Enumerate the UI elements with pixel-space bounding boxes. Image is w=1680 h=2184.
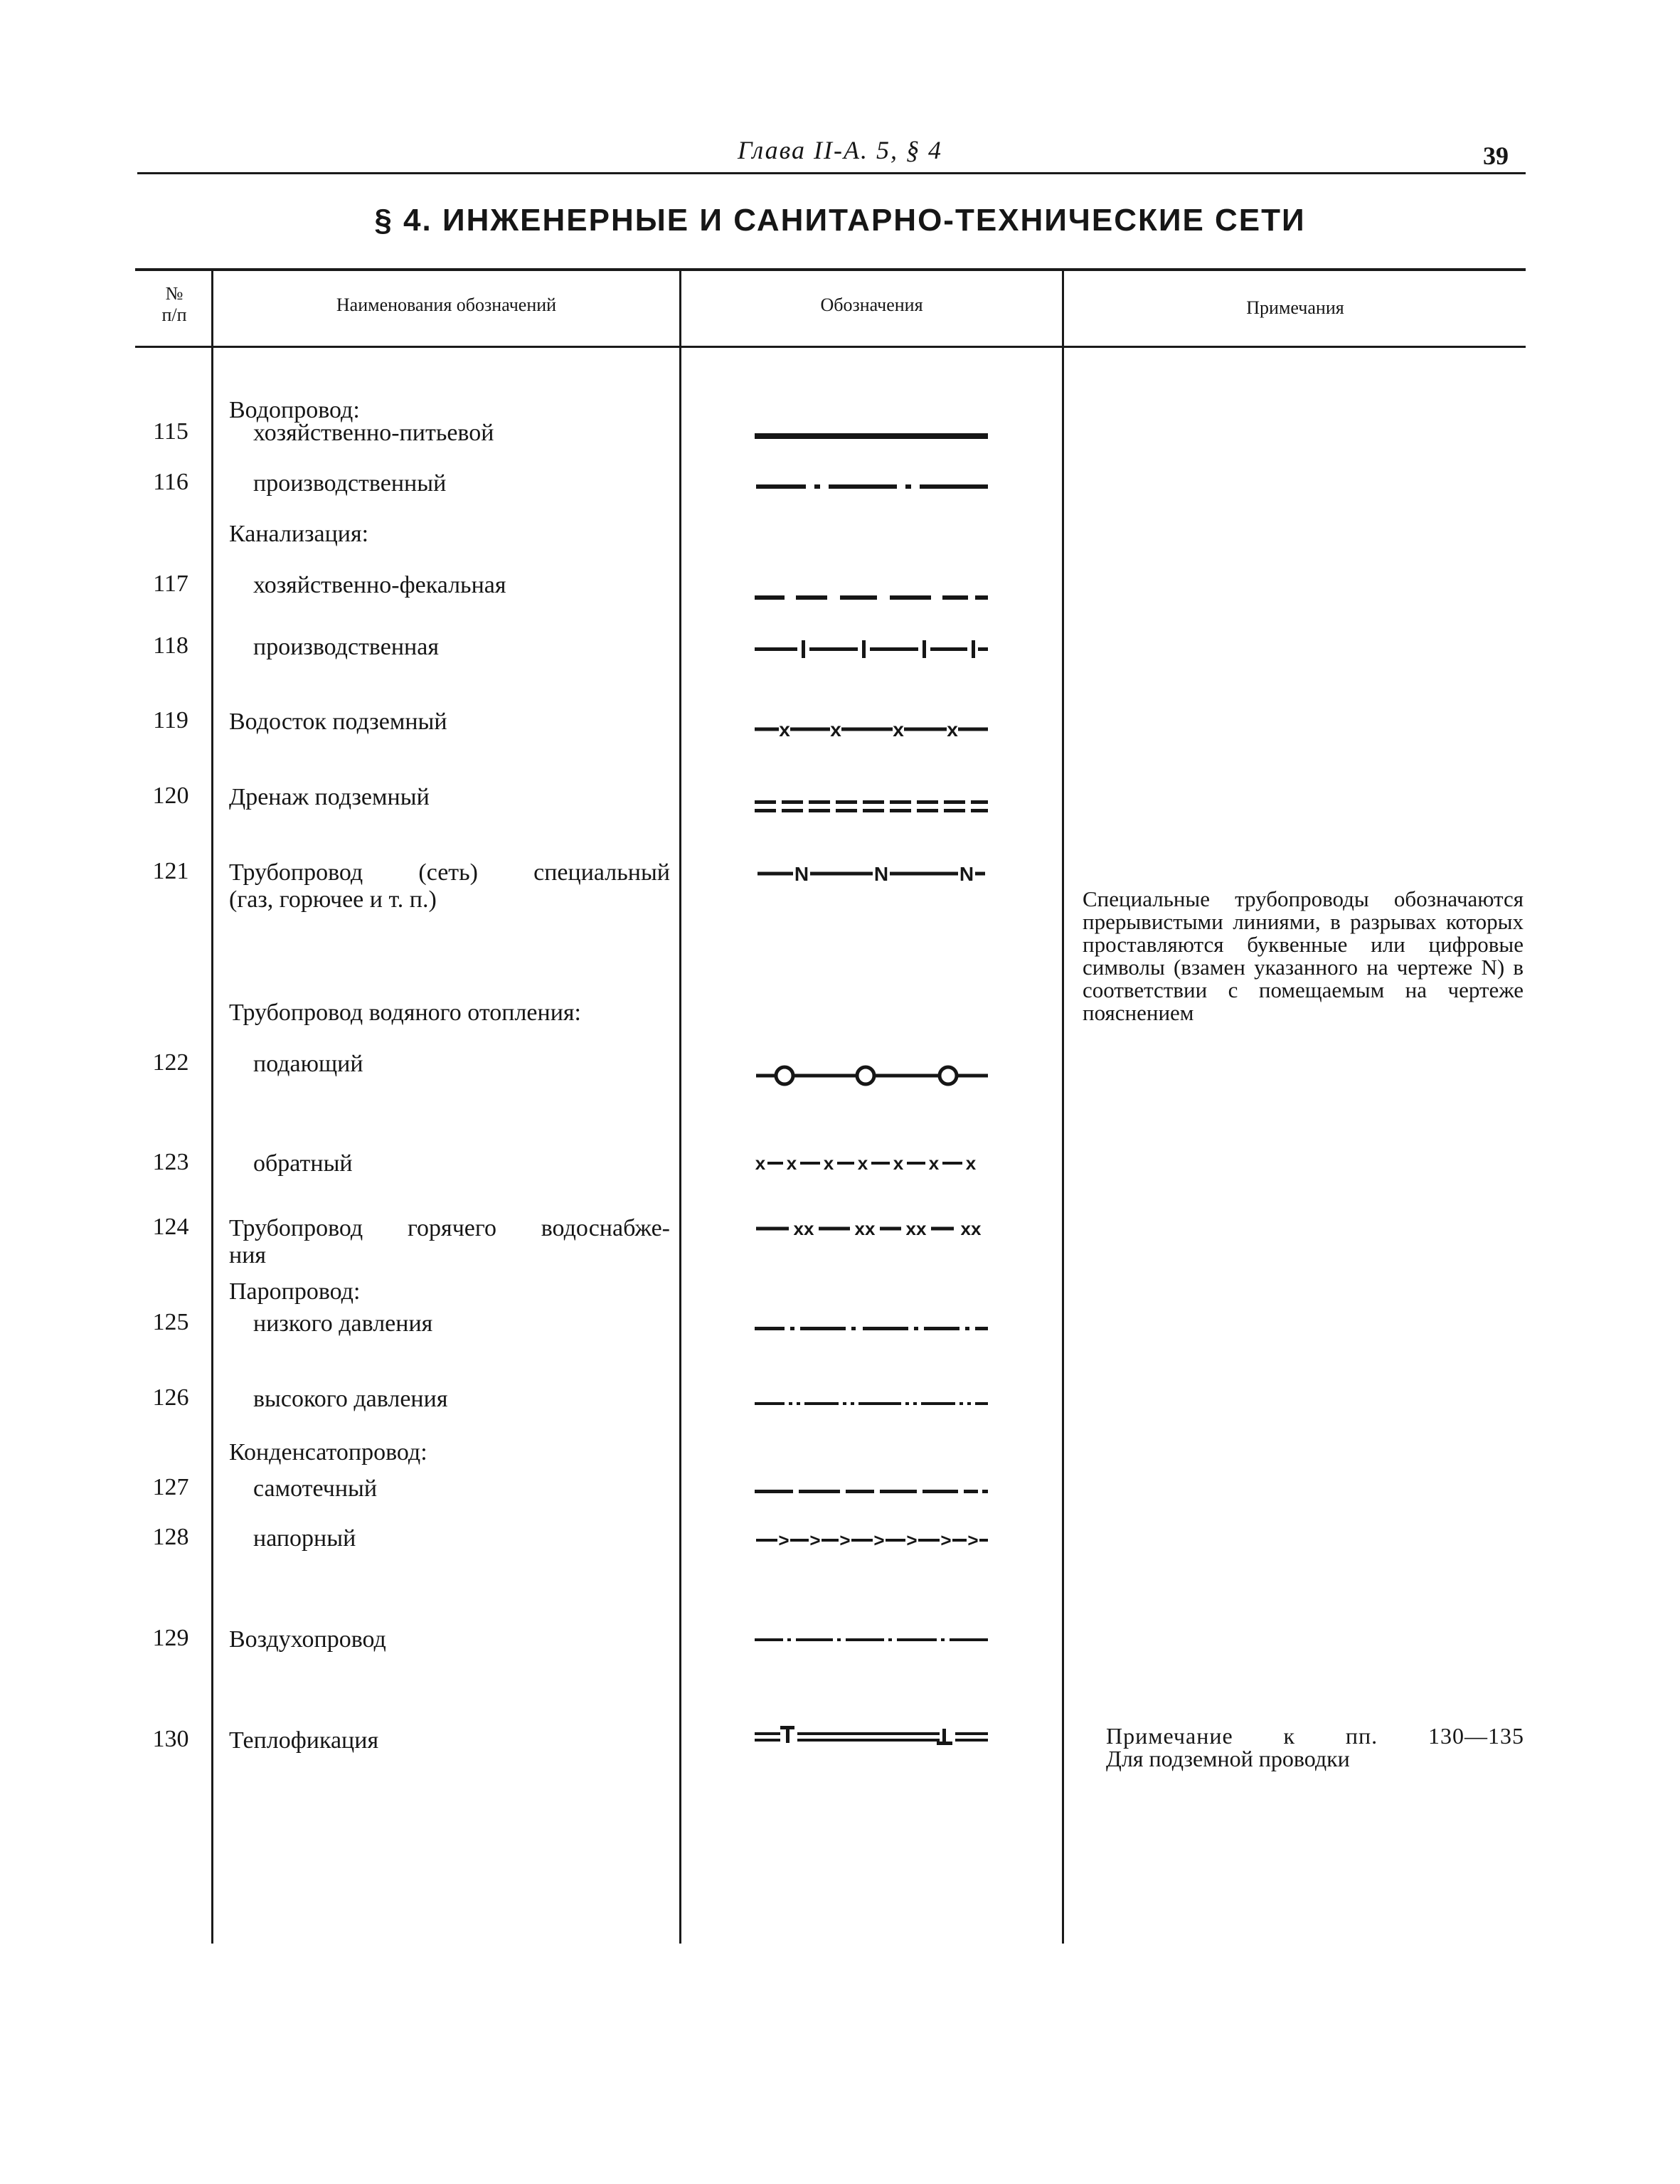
column-divider-2 <box>679 268 681 1944</box>
symbol-dash-dot-line-small <box>750 1318 992 1339</box>
row-number: 129 <box>152 1625 189 1651</box>
symbol-marker: xx <box>905 1218 927 1239</box>
row-name-line1: Трубопровод горячего водоснабже- <box>229 1215 670 1241</box>
chapter-header: Глава II-А. 5, § 4 <box>737 136 943 164</box>
row-number: 119 <box>153 707 188 733</box>
group-label-condensate: Конденсатопровод: <box>229 1439 427 1465</box>
symbol-marker: x <box>965 1152 977 1174</box>
symbol-marker: N <box>959 863 974 884</box>
symbol-marker: > <box>967 1530 979 1551</box>
row-name-line1: Трубопровод (сеть) специальный <box>229 859 670 886</box>
symbol-marker: x <box>947 719 958 740</box>
symbol-solid-line <box>750 425 992 447</box>
symbol-double-dashed-line <box>750 795 992 817</box>
note-heating <box>1106 1724 1524 1770</box>
group-label-water: Водопровод: <box>229 397 360 423</box>
row-name: Водосток подземный <box>229 709 447 735</box>
column-header-num-line1: № <box>165 283 184 304</box>
symbol-marker: > <box>839 1530 851 1551</box>
symbol-marker: x <box>779 719 790 740</box>
row-number: 127 <box>152 1474 189 1500</box>
column-header-num-line2: п/п <box>161 304 187 325</box>
header-rule <box>137 172 1526 174</box>
row-name: обратный <box>253 1150 353 1177</box>
symbol-marker: x <box>893 719 904 740</box>
column-header-symbol: Обозначения <box>820 295 923 315</box>
row-number: 123 <box>152 1149 189 1175</box>
row-name: напорный <box>253 1525 356 1552</box>
row-number: 126 <box>152 1384 189 1411</box>
symbol-dashed-line <box>750 586 992 608</box>
column-header-notes: Примечания <box>1246 297 1344 318</box>
symbol-marker: xx <box>854 1218 876 1239</box>
symbol-dash-dot-line <box>750 476 992 497</box>
row-number: 115 <box>153 418 188 445</box>
symbol-marker: > <box>809 1530 821 1551</box>
symbol-marker: x <box>823 1152 834 1174</box>
symbol-marker: N <box>873 863 889 884</box>
table-header-rule <box>135 346 1526 348</box>
row-name-line2: ния <box>229 1242 267 1268</box>
symbol-marker: > <box>873 1530 885 1551</box>
column-divider-3 <box>1062 268 1064 1944</box>
row-name: хозяйственно-фекальная <box>253 572 506 598</box>
row-number: 118 <box>153 632 188 659</box>
row-number: 128 <box>152 1524 189 1550</box>
symbol-long-dashed-line <box>750 1480 992 1502</box>
symbol-dash-bar-line <box>750 638 992 659</box>
symbol-dash-xx-line <box>750 1218 992 1239</box>
row-number: 121 <box>152 858 189 884</box>
symbol-marker: x <box>928 1152 940 1174</box>
row-number: 116 <box>153 469 188 495</box>
symbol-dash-chevron-line <box>750 1530 992 1551</box>
row-name: Дренаж подземный <box>229 784 430 810</box>
symbol-marker: x <box>893 1152 904 1174</box>
row-name-line2: (газ, горючее и т. п.) <box>229 886 437 913</box>
row-number: 120 <box>152 783 189 809</box>
row-number: 122 <box>152 1049 189 1076</box>
page-number: 39 <box>1483 142 1509 170</box>
row-name: низкого давления <box>253 1310 433 1337</box>
symbol-dash-x-line <box>750 719 992 740</box>
row-number: 117 <box>153 571 188 597</box>
symbol-marker: x <box>830 719 841 740</box>
group-label-steam: Паропровод: <box>229 1278 361 1305</box>
group-label-heating: Трубопровод водяного отопления: <box>229 1000 581 1026</box>
row-name <box>229 1215 670 1269</box>
symbol-marker: xx <box>793 1218 814 1239</box>
note-heating-line2: Для подземной проводки <box>1106 1746 1350 1771</box>
symbol-marker: N <box>794 863 809 884</box>
symbol-dash-letter-line <box>750 862 992 884</box>
row-name: производственная <box>253 634 439 660</box>
note-special-pipes: Специальные трубопроводы обозначаются прерывистыми линиями, в разрывах которых проставляются буквенные или цифровые символы (взамен указанного на чертеже N) в соответствии с помещаемым на чертеже пояснением <box>1083 886 1524 1025</box>
row-name <box>229 859 670 913</box>
row-name: подающий <box>253 1051 363 1077</box>
symbol-marker: x <box>786 1152 797 1174</box>
symbol-marker: > <box>940 1530 952 1551</box>
row-name: хозяйственно-питьевой <box>253 420 494 446</box>
symbol-marker: xx <box>960 1218 982 1239</box>
group-label-sewer: Канализация: <box>229 521 369 547</box>
row-name: самотечный <box>253 1475 378 1502</box>
note-heating-line1: Примечание к пп. 130—135 <box>1106 1723 1524 1749</box>
row-name: Теплофикация <box>229 1727 379 1754</box>
symbol-dash-dot-thin-line <box>750 1629 992 1650</box>
symbol-marker: x <box>755 1152 766 1174</box>
row-name: Воздухопровод <box>229 1626 386 1653</box>
symbol-marker: > <box>906 1530 918 1551</box>
row-name: производственный <box>253 470 447 497</box>
row-number: 124 <box>152 1214 189 1240</box>
symbol-x-dash-line <box>750 1152 992 1174</box>
symbol-marker: x <box>857 1152 868 1174</box>
section-title: § 4. ИНЖЕНЕРНЫЕ И САНИТАРНО-ТЕХНИЧЕСКИЕ СЕТИ <box>374 203 1306 238</box>
column-header-num <box>139 283 210 326</box>
row-number: 125 <box>152 1309 189 1335</box>
symbol-line-circle <box>750 1061 992 1090</box>
row-number: 130 <box>152 1726 189 1752</box>
symbol-dash-double-dot-line <box>750 1393 992 1414</box>
column-divider-1 <box>211 268 213 1944</box>
table-top-rule <box>135 268 1526 271</box>
symbol-double-line-T <box>750 1723 992 1749</box>
symbol-marker: > <box>778 1530 790 1551</box>
row-name: высокого давления <box>253 1386 448 1412</box>
column-header-name: Наименования обозначений <box>336 295 557 315</box>
